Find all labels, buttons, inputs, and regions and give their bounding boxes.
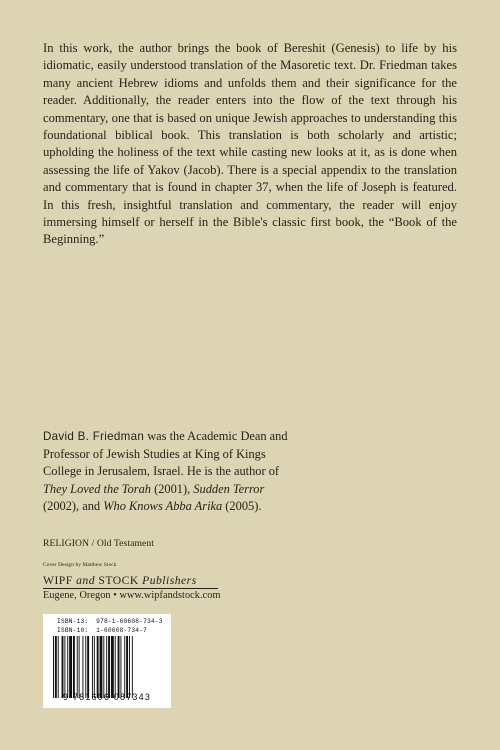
barcode-number: 9 781606 087343 <box>62 692 152 702</box>
book-year-2: (2002), and <box>43 499 104 514</box>
description-blurb <box>43 40 457 249</box>
book-year-1: (2001), <box>150 481 194 496</box>
publisher-name-stock: STOCK <box>95 574 143 587</box>
publisher-name-wipf: WIPF <box>43 574 77 587</box>
barcode-icon <box>52 636 162 698</box>
blurb-paragraph: In this work, the author brings the book of Bereshit (Genesis) to life by his idiomatic, easily understood translation of the Masoretic text. Dr. Friedman takes many ancient Hebrew idioms and unfolds them and their significance for the reader. Additionally, the reader enters into the flow of the text through his commentary, one that is based on unique Jewish approaches to understanding this foundational biblical book. This translation is both scholarly and artistic; upholding the holiness of the text while casting new looks at it, as is done when assessing the life of Yakov (Jacob). There is a special appendix to the translation and commentary that is found in chapter 37, when the life of Joseph is featured. In this fresh, insightful translation and commentary, the reader will enjoy immersing himself or herself in the Bible's classic first book, the “Book of the Beginning.” <box>43 41 457 247</box>
isbn-13: ISBN-13: 978-1-60608-734-3 <box>57 618 163 625</box>
isbn-10: ISBN-10: 1-60608-734-7 <box>57 627 148 634</box>
bio-line-1: was the Academic Dean and <box>144 429 288 443</box>
author-bio <box>43 428 459 516</box>
cover-design-credit: Cover Design by Matthew Stock <box>43 562 117 568</box>
bisac-category: RELIGION / Old Testament <box>43 538 155 549</box>
bio-line-5 <box>43 498 459 516</box>
bio-line-3: College in Jerusalem, Israel. He is the author of <box>43 464 280 479</box>
publisher-name-and: and <box>76 574 95 587</box>
bio-line-4 <box>43 481 459 499</box>
author-name: David B. Friedman <box>43 430 145 443</box>
book-title-3: Who Knows Abba Arika <box>103 499 223 514</box>
book-title-1: They Loved the Torah <box>43 481 151 496</box>
book-title-2: Sudden Terror <box>193 481 265 496</box>
publisher-location: Eugene, Oregon • www.wipfandstock.com <box>43 590 221 601</box>
bio-line-2: Professor of Jewish Studies at King of Kings <box>43 446 266 461</box>
publisher-name-publishers: Publishers <box>142 574 197 587</box>
publisher-name <box>43 574 218 589</box>
book-year-3: (2005). <box>222 499 262 514</box>
barcode-box <box>43 614 171 708</box>
